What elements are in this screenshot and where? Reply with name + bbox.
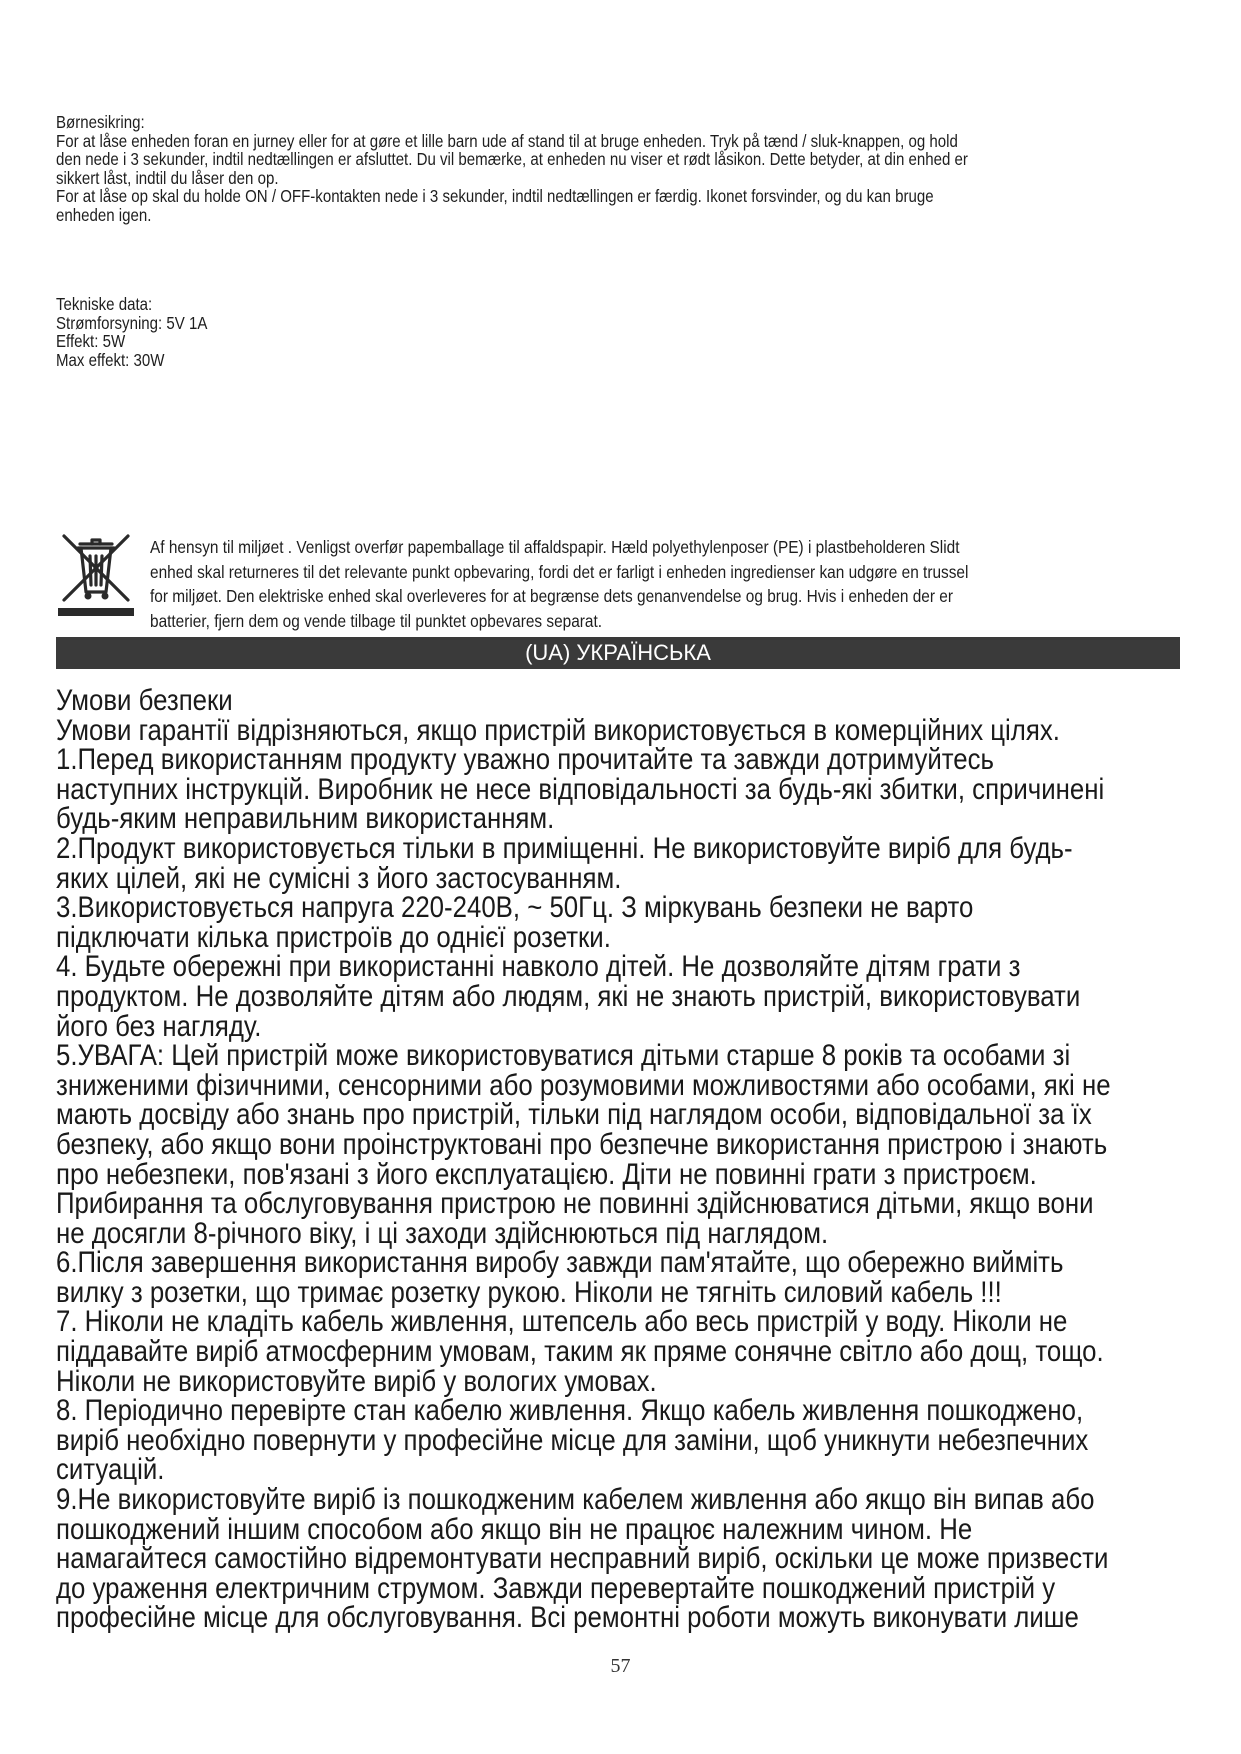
language-banner: (UA) УКРАЇНСЬКА bbox=[56, 637, 1180, 669]
child-lock-heading: Børnesikring: bbox=[56, 112, 145, 132]
environment-line: enhed skal returneres til det relevante punkt opbevaring, fordi det er farligt i enheden ingredienser kan udgøre en trussel bbox=[150, 561, 969, 582]
ua-line: вилку з розетки, що тримає розетку рукою. Ніколи не тягніть силовий кабель !!! bbox=[56, 1275, 1002, 1309]
tech-data-line: Max effekt: 30W bbox=[56, 349, 165, 370]
tech-data-heading: Tekniske data: bbox=[56, 294, 153, 314]
ua-heading: Умови безпеки bbox=[56, 684, 233, 717]
crossed-out-wheelie-bin-icon bbox=[58, 530, 134, 618]
ua-line: намагайтеся самостійно відремонтувати несправний виріб, оскільки це може призвести bbox=[56, 1542, 1109, 1576]
tech-data-line: Effekt: 5W bbox=[56, 331, 126, 351]
ua-line: до ураження електричним струмом. Завжди перевертайте пошкоджений пристрій у bbox=[56, 1571, 1056, 1605]
tech-data-line: Strømforsyning: 5V 1A bbox=[56, 312, 208, 333]
child-lock-line: enheden igen. bbox=[56, 204, 152, 225]
ua-line: 1.Перед використанням продукту уважно прочитайте та завжди дотримуйтесь bbox=[56, 743, 995, 777]
environment-line: batterier, fjern dem og vende tilbage til punktet opbevares separat. bbox=[150, 610, 603, 631]
ua-line: 4. Будьте обережні при використанні навколо дітей. Не дозволяйте дітям грати з bbox=[56, 950, 1021, 984]
ua-line: виріб необхідно повернути у професійне місце для заміни, щоб уникнути небезпечних bbox=[56, 1423, 1089, 1457]
ua-line: мають досвіду або знань про пристрій, тільки під наглядом особи, відповідальної за їх bbox=[56, 1098, 1092, 1132]
ua-line: підключати кілька пристроїв до однієї розетки. bbox=[56, 920, 611, 954]
ua-line: 5.УВАГА: Цей пристрій може використовуватися дітьми старше 8 років та особами зі bbox=[56, 1039, 1071, 1073]
ukrainian-safety-section bbox=[56, 686, 1241, 1633]
ua-line: продуктом. Не дозволяйте дітям або людям, які не знають пристрій, використовувати bbox=[56, 979, 1081, 1013]
ua-line: 6.Після завершення використання виробу завжди пам'ятайте, що обережно вийміть bbox=[56, 1246, 1064, 1280]
page-number: 57 bbox=[610, 1655, 631, 1677]
ua-line: Прибирання та обслуговування пристрою не повинні здійснюватися дітьми, якщо вони bbox=[56, 1187, 1094, 1221]
ua-line: яких цілей, які не сумісні з його застосуванням. bbox=[56, 861, 622, 895]
ua-line: 7. Ніколи не кладіть кабель живлення, штепсель або весь пристрій у воду. Ніколи не bbox=[56, 1305, 1068, 1339]
ua-line: пошкоджений іншим способом або якщо він не працює належним чином. Не bbox=[56, 1512, 973, 1546]
ua-line: будь-яким неправильним використанням. bbox=[56, 802, 555, 836]
child-lock-line: den nede i 3 sekunder, indtil nedtællingen er afsluttet. Du vil bemærke, at enheden nu viser et rødt låsikon. Dette betyder, at din enhed er bbox=[56, 149, 968, 169]
child-lock-section bbox=[56, 113, 1226, 224]
ua-line: його без нагляду. bbox=[56, 1009, 262, 1043]
ua-line: зниженими фізичними, сенсорними або розумовими можливостями або особами, які не bbox=[56, 1068, 1111, 1102]
ua-line: професійне місце для обслуговування. Всі ремонтні роботи можуть виконувати лише bbox=[56, 1601, 1079, 1635]
ua-line: 9.Не використовуйте виріб із пошкодженим кабелем живлення або якщо він випав або bbox=[56, 1483, 1095, 1517]
ua-line: наступних інструкцій. Виробник не несе відповідальності за будь-які збитки, спричинені bbox=[56, 772, 1105, 806]
ua-line: Умови гарантії відрізняються, якщо пристрій використовується в комерційних цілях. bbox=[56, 713, 1060, 747]
ua-line: піддавайте виріб атмосферним умовам, таким як пряме сонячне світло або дощ, тощо. bbox=[56, 1335, 1104, 1369]
ua-line: безпеку, або якщо вони проінструктовані про безпечне використання пристрою і знають bbox=[56, 1127, 1108, 1161]
environment-line: for miljøet. Den elektriske enhed skal overleveres for at begrænse dets genanvendelse og brug. Hvis i enheden der er bbox=[150, 586, 953, 606]
ua-line: Ніколи не використовуйте виріб у вологих умовах. bbox=[56, 1364, 657, 1398]
ua-line: 2.Продукт використовується тільки в приміщенні. Не використовуйте виріб для будь- bbox=[56, 831, 1073, 865]
environment-line: Af hensyn til miljøet . Venligst overfør papemballage til affaldspapir. Hæld polyethylenposer (PE) i plastbeholderen Slidt bbox=[150, 537, 960, 557]
tech-data-section bbox=[56, 295, 1226, 369]
child-lock-line: sikkert låst, indtil du låser den op. bbox=[56, 167, 279, 188]
ua-line: 8. Періодично перевірте стан кабелю живлення. Якщо кабель живлення пошкоджено, bbox=[56, 1394, 1084, 1428]
ua-line: про небезпеки, пов'язані з його експлуатацією. Діти не повинні грати з пристроєм. bbox=[56, 1157, 1037, 1191]
ua-line: не досягли 8-річного віку, і ці заходи здійснюються під наглядом. bbox=[56, 1216, 829, 1250]
ua-line: ситуацій. bbox=[56, 1453, 165, 1487]
child-lock-line: For at låse op skal du holde ON / OFF-kontakten nede i 3 sekunder, indtil nedtællingen er færdig. Ikonet forsvinder, og du kan bruge bbox=[56, 186, 934, 206]
ua-line: 3.Використовується напруга 220-240В, ~ 50Гц. З міркувань безпеки не варто bbox=[56, 891, 974, 925]
environment-notice bbox=[150, 535, 1150, 633]
child-lock-line: For at låse enheden foran en jurney eller for at gøre et lille barn ude af stand til at bruge enheden. Tryk på tænd / sluk-knappen, og hold bbox=[56, 130, 958, 151]
